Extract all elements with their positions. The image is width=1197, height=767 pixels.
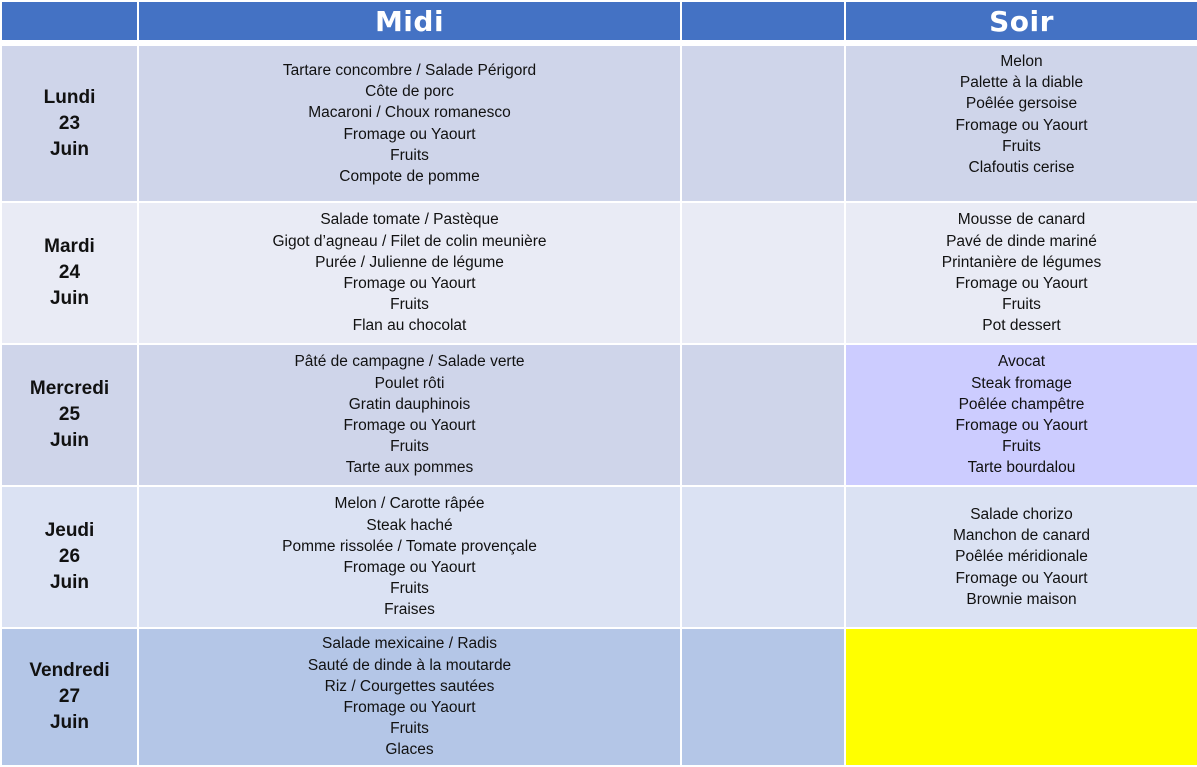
day-label-cell <box>1 202 138 344</box>
gap-cell <box>681 344 845 486</box>
menu-item: Compote de pomme <box>339 167 480 185</box>
soir-menu-cell <box>845 43 1197 202</box>
menu-item: Melon <box>1000 52 1043 70</box>
menu-item: Pavé de dinde mariné <box>946 232 1097 250</box>
day-date: 24 <box>58 262 81 284</box>
day-weekday: Mercredi <box>29 378 110 400</box>
menu-item: Fromage ou Yaourt <box>955 569 1088 587</box>
menu-item: Gigot d’agneau / Filet de colin meunière <box>272 232 547 250</box>
menu-item: Fruits <box>390 720 429 738</box>
day-month: Juin <box>49 288 90 310</box>
day-date: 27 <box>58 686 81 707</box>
menu-item: Salade mexicaine / Radis <box>322 635 497 653</box>
gap-cell <box>681 486 845 628</box>
menu-item: Palette à la diable <box>959 74 1084 92</box>
menu-item: Salade chorizo <box>970 506 1073 523</box>
menu-item: Brownie maison <box>966 590 1077 608</box>
day-date: 25 <box>58 404 81 426</box>
menu-item: Steak haché <box>366 516 453 534</box>
menu-item: Poêlée champêtre <box>958 395 1085 413</box>
menu-item: Pâté de campagne / Salade verte <box>294 353 525 371</box>
menu-item: Fruits <box>390 296 429 314</box>
midi-menu-cell <box>138 628 681 766</box>
day-row-mercredi <box>1 344 1197 486</box>
menu-item: Fruits <box>1002 296 1041 314</box>
day-row-mardi <box>1 202 1197 344</box>
day-month: Juin <box>49 430 90 452</box>
menu-item: Mousse de canard <box>957 211 1086 229</box>
menu-item: Fruits <box>390 580 429 598</box>
menu-item: Macaroni / Choux romanesco <box>308 104 511 122</box>
midi-menu-cell <box>138 486 681 628</box>
menu-item: Steak fromage <box>971 374 1072 392</box>
menu-item: Purée / Julienne de légume <box>315 253 504 271</box>
menu-item: Fraises <box>384 601 435 619</box>
menu-item: Fromage ou Yaourt <box>343 275 476 293</box>
gap-cell <box>681 43 845 202</box>
day-label-cell <box>1 486 138 628</box>
menu-item: Fruits <box>1002 137 1041 155</box>
gap-cell <box>681 628 845 766</box>
midi-menu-cell <box>138 43 681 202</box>
menu-item: Avocat <box>997 353 1046 371</box>
soir-menu-cell <box>845 202 1197 344</box>
menu-item: Fromage ou Yaourt <box>955 417 1088 435</box>
menu-item: Fruits <box>390 438 429 456</box>
soir-header: Soir <box>845 1 1197 43</box>
menu-item: Poulet rôti <box>374 374 445 392</box>
menu-item: Fromage ou Yaourt <box>343 559 476 577</box>
midi-menu-cell <box>138 344 681 486</box>
midi-menu-cell <box>138 202 681 344</box>
menu-item: Riz / Courgettes sautées <box>324 677 495 695</box>
day-month: Juin <box>49 712 90 733</box>
soir-menu-cell <box>845 486 1197 628</box>
gap-cell <box>681 202 845 344</box>
menu-item: Fromage ou Yaourt <box>343 417 476 435</box>
menu-item: Fromage ou Yaourt <box>955 116 1088 134</box>
spacer <box>846 178 1197 196</box>
day-row-vendredi <box>1 628 1197 766</box>
day-weekday: Jeudi <box>44 520 95 542</box>
menu-item: Salade tomate / Pastèque <box>320 211 499 229</box>
menu-item: Gratin dauphinois <box>348 395 471 413</box>
day-row-lundi <box>1 43 1197 202</box>
day-row-jeudi <box>1 486 1197 628</box>
header-corner-cell <box>1 1 138 43</box>
menu-item: Flan au chocolat <box>352 317 467 335</box>
day-label-cell <box>1 628 138 766</box>
menu-item: Pomme rissolée / Tomate provençale <box>282 537 537 555</box>
day-month: Juin <box>49 572 90 594</box>
day-label-cell <box>1 344 138 486</box>
menu-item: Fromage ou Yaourt <box>343 125 476 143</box>
day-weekday: Lundi <box>43 86 96 108</box>
menu-item: Tarte bourdalou <box>967 459 1076 477</box>
menu-item: Sauté de dinde à la moutarde <box>307 656 512 674</box>
header-gap-cell <box>681 1 845 43</box>
menu-item: Glaces <box>385 741 434 759</box>
menu-item: Tartare concombre / Salade Périgord <box>282 61 537 79</box>
soir-menu-cell-highlighted <box>845 344 1197 486</box>
menu-item: Printanière de légumes <box>941 253 1102 271</box>
day-month: Juin <box>49 138 90 160</box>
menu-item: Tarte aux pommes <box>345 459 474 477</box>
header-row <box>1 1 1197 43</box>
midi-header: Midi <box>138 1 681 43</box>
day-label-cell <box>1 43 138 202</box>
day-weekday: Vendredi <box>29 660 110 681</box>
menu-item: Pot dessert <box>982 317 1061 335</box>
menu-item: Melon / Carotte râpée <box>334 495 485 513</box>
menu-item: Fruits <box>1002 438 1041 456</box>
menu-item: Fromage ou Yaourt <box>343 699 476 716</box>
day-weekday: Mardi <box>44 236 95 258</box>
day-date: 26 <box>58 546 81 568</box>
menu-item: Fromage ou Yaourt <box>955 275 1088 293</box>
menu-item: Clafoutis cerise <box>968 158 1075 176</box>
menu-item: Côte de porc <box>365 83 454 101</box>
menu-item: Fruits <box>390 146 429 164</box>
day-date: 23 <box>58 112 81 134</box>
menu-item: Poêlée méridionale <box>955 548 1088 566</box>
soir-menu-cell-empty-highlighted <box>845 628 1197 766</box>
menu-item: Poêlée gersoise <box>965 95 1078 113</box>
menu-item: Manchon de canard <box>952 527 1090 545</box>
